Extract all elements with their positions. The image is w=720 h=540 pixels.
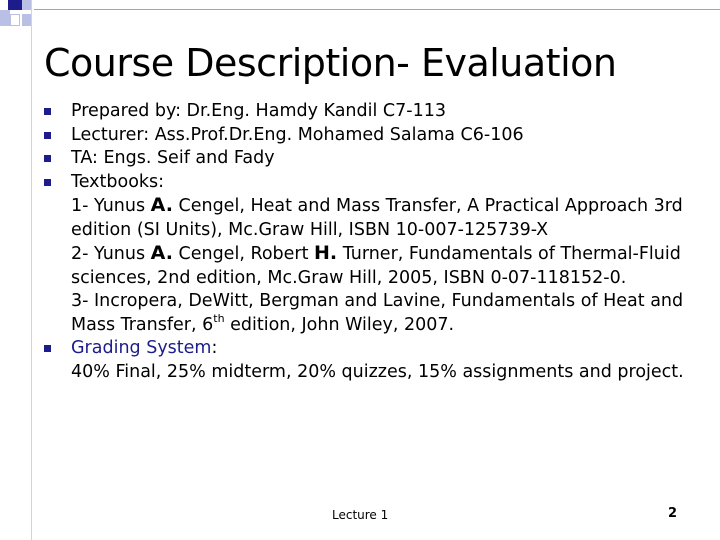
textbook-1-part: Cengel, Heat and Mass Transfer, A Practical Approach 3rd edition (SI Units), Mc.Graw Hill, ISBN 10-007-125739-X: [71, 196, 683, 240]
textbook-2-initial: A.: [150, 242, 173, 264]
grading-details: 40% Final, 25% midterm, 20% quizzes, 15% assignments and project.: [71, 361, 684, 382]
textbook-2: [44, 242, 684, 290]
ta-text: TA: Engs. Seif and Fady: [71, 148, 275, 168]
bullet-textbooks: [44, 171, 684, 195]
square-bullet-icon: [44, 108, 51, 115]
textbook-2-part: 2- Yunus: [71, 244, 151, 264]
corner-square-decoration: [10, 14, 20, 26]
textbook-3-superscript: th: [213, 311, 225, 325]
square-bullet-icon: [44, 132, 51, 139]
square-bullet-icon: [44, 345, 51, 352]
grading-colon: :: [211, 338, 218, 358]
grading-system-label: Grading System: [71, 338, 212, 358]
slide-body: [44, 100, 684, 384]
textbook-2-part: Turner, Fundamentals of Thermal-Fluid sciences, 2nd edition, Mc.Graw Hill, 2005, ISBN 0-07-118152-0.: [71, 244, 681, 288]
bullet-ta: [44, 147, 684, 171]
square-bullet-icon: [44, 179, 51, 186]
prepared-by-text: Prepared by: Dr.Eng. Hamdy Kandil C7-113: [71, 101, 446, 121]
textbooks-label: Textbooks:: [71, 171, 165, 192]
corner-square-decoration: [0, 10, 10, 26]
footer-lecture-label: Lecture 1: [332, 508, 389, 522]
corner-square-decoration: [8, 0, 22, 10]
textbook-3-part: 3- Incropera, DeWitt, Bergman and Lavine, Fundamentals of Heat and Mass Transfer, 6: [71, 291, 684, 335]
textbook-1-initial: A.: [150, 194, 173, 216]
textbook-1: [44, 194, 684, 242]
lecturer-text: Lecturer: Ass.Prof.Dr.Eng. Mohamed Salama C6-106: [71, 124, 524, 145]
bullet-lecturer: [44, 124, 684, 148]
square-bullet-icon: [44, 155, 51, 162]
bullet-grading-system: [44, 337, 684, 361]
textbook-3-part: edition, John Wiley, 2007.: [224, 314, 455, 335]
textbook-1-part: 1- Yunus: [71, 196, 151, 216]
textbook-2-part: Cengel, Robert: [172, 244, 315, 264]
left-rule-line: [31, 0, 32, 540]
bullet-prepared-by: [44, 100, 684, 124]
slide-title: Course Description- Evaluation: [44, 41, 617, 85]
page-number: 2: [668, 506, 678, 521]
top-rule-line: [34, 9, 720, 10]
textbook-2-initial: H.: [314, 242, 338, 264]
textbook-3: [44, 290, 684, 337]
